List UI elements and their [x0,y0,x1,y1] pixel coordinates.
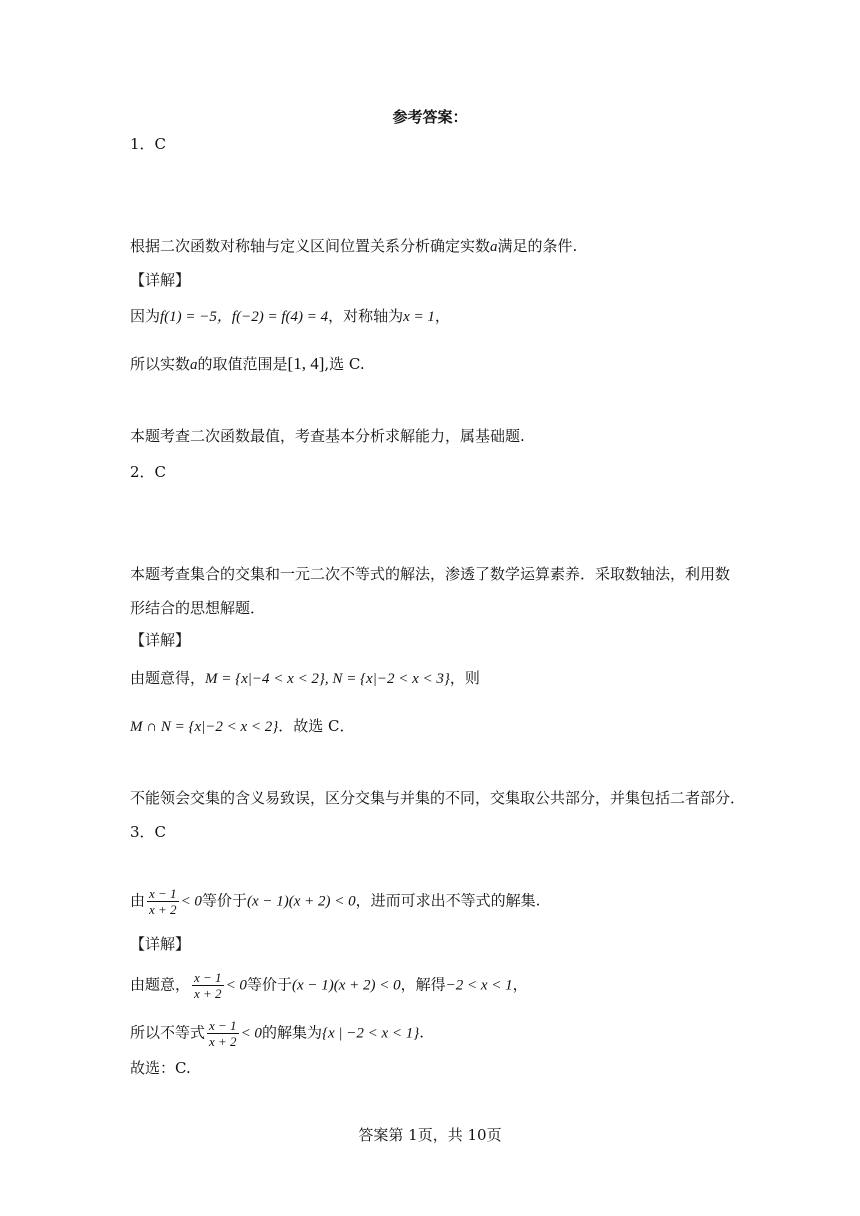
q3-answer: 3．C [130,823,167,841]
page-footer: 答案第 1页，共 10页 [358,1126,502,1144]
q2-answer: 2．C [130,463,167,481]
fraction: $\frac{x - 1}{x + 2}$ [149,886,177,917]
page-title: 参考答案： [392,108,468,126]
q2-detail-line-1: 由题意得，M = {x|−4 < x < 2}, N = {x|−2 < x < 3}，则 [130,669,480,687]
q1-detail-label: 【详解】 [130,271,191,289]
fraction: $\frac{x - 1}{x + 2}$ [209,1018,237,1049]
q1-detail-line-1: 因为f(1) = −5，f(−2) = f(4) = 4，对称轴为x = 1， [130,307,450,325]
q2-analysis-line-2: 形结合的思想解题． [130,599,266,617]
q3-detail-line-2: 所以不等式 $\frac{x - 1}{x + 2}$ < 0的解集为{x | −2 < x < 1}. [130,1018,425,1049]
q2-detail-line-2: M ∩ N = {x|−2 < x < 2}．故选 C． [130,717,355,735]
q1-comment: 本题考查二次函数最值，考查基本分析求解能力，属基础题. [130,427,525,445]
q3-detail-label: 【详解】 [130,935,191,953]
q3-analysis: 由 $\frac{x - 1}{x + 2}$ < 0等价于(x − 1)(x + 2) < 0，进而可求出不等式的解集. [130,886,541,917]
fraction: $\frac{x - 1}{x + 2}$ [194,970,222,1001]
q2-comment: 不能领会交集的含义易致误，区分交集与并集的不同，交集取公共部分，并集包括二者部分． [130,789,746,807]
q2-detail-label: 【详解】 [130,631,191,649]
q3-detail-line-1: 由题意， $\frac{x - 1}{x + 2}$ < 0等价于(x − 1)(x + 2) < 0，解得−2 < x < 1， [130,970,528,1001]
q3-conclusion: 故选：C. [130,1059,191,1077]
q2-analysis-line-1: 本题考查集合的交集和一元二次不等式的解法，渗透了数学运算素养．采取数轴法，利用数 [130,565,731,583]
q1-answer: 1．C [130,135,167,153]
q1-detail-line-2: 所以实数a的取值范围是[1, 4],选 C. [130,354,365,373]
q1-analysis: 根据二次函数对称轴与定义区间位置关系分析确定实数a满足的条件. [130,237,578,255]
